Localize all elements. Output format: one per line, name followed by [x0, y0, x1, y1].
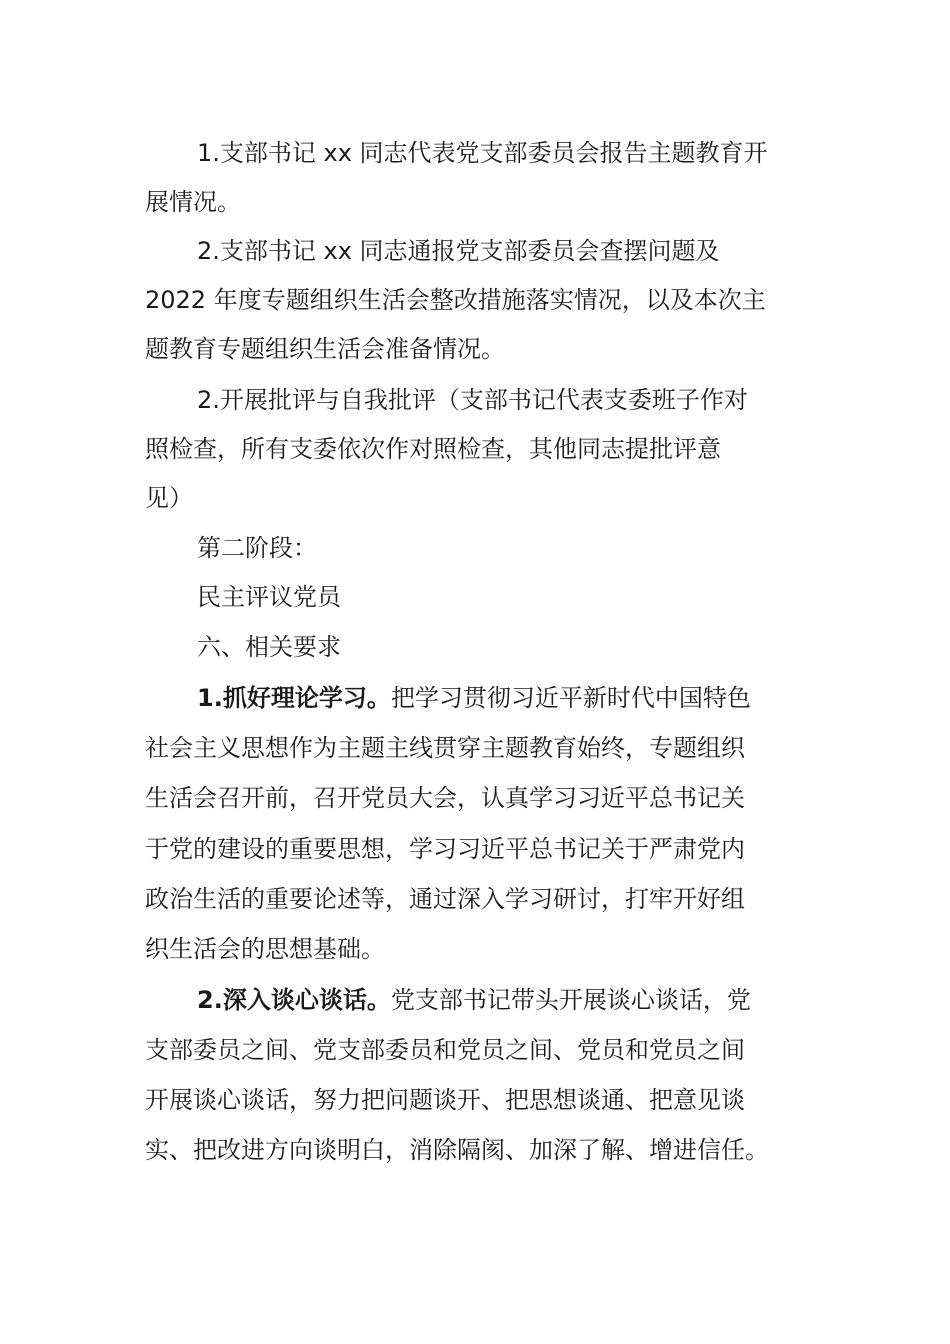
paragraph-item-3-line-1: 2.开展批评与自我批评（支部书记代表支委班子作对: [197, 386, 748, 414]
paragraph-item-2-line-3: 题教育专题组织生活会准备情况。: [145, 335, 505, 363]
requirement-2-line-2: 支部委员之间、党支部委员和党员之间、党员和党员之间: [145, 1036, 745, 1064]
requirement-1-line-2: 社会主义思想作为主题主线贯穿主题教育始终，专题组织: [145, 734, 745, 762]
paragraph-item-1-line-1: 1.支部书记 xx 同志代表党支部委员会报告主题教育开: [197, 139, 768, 167]
requirement-1-line-1: [197, 673, 751, 723]
requirement-1-title: 1.抓好理论学习。: [197, 684, 391, 712]
paragraph-item-1-line-2: 展情况。: [145, 188, 241, 216]
requirement-2-text: 党支部书记带头开展谈心谈话，党: [390, 986, 751, 1014]
paragraph-item-3-line-2: 照检查，所有支委依次作对照检查，其他同志提批评意: [145, 435, 721, 463]
requirement-2-title: 2.深入谈心谈话。: [197, 986, 391, 1014]
requirement-2-line-4: 实、把改进方向谈明白，消除隔阂、加深了解、增进信任。: [145, 1136, 769, 1164]
requirement-1-line-6: 织生活会的思想基础。: [145, 935, 385, 963]
requirement-2-line-3: 开展谈心谈话，努力把问题谈开、把思想谈通、把意见谈: [145, 1086, 745, 1114]
requirement-2-line-1: [197, 975, 751, 1025]
requirement-1-line-5: 政治生活的重要论述等，通过深入学习研讨，打牢开好组: [145, 885, 745, 913]
democratic-review-line: 民主评议党员: [197, 583, 341, 611]
requirement-1-line-4: 于党的建设的重要思想，学习习近平总书记关于严肃党内: [145, 835, 745, 863]
paragraph-item-2-line-2: 2022 年度专题组织生活会整改措施落实情况，以及本次主: [145, 286, 766, 314]
requirement-1-text: 把学习贯彻习近平新时代中国特色: [390, 684, 751, 712]
paragraph-item-2-line-1: 2.支部书记 xx 同志通报党支部委员会查摆问题及: [197, 237, 720, 265]
requirement-1-line-3: 生活会召开前，召开党员大会，认真学习习近平总书记关: [145, 784, 745, 812]
section-six-heading: 六、相关要求: [197, 633, 341, 661]
stage-two-heading: 第二阶段：: [197, 534, 317, 562]
paragraph-item-3-line-3: 见）: [145, 484, 193, 512]
